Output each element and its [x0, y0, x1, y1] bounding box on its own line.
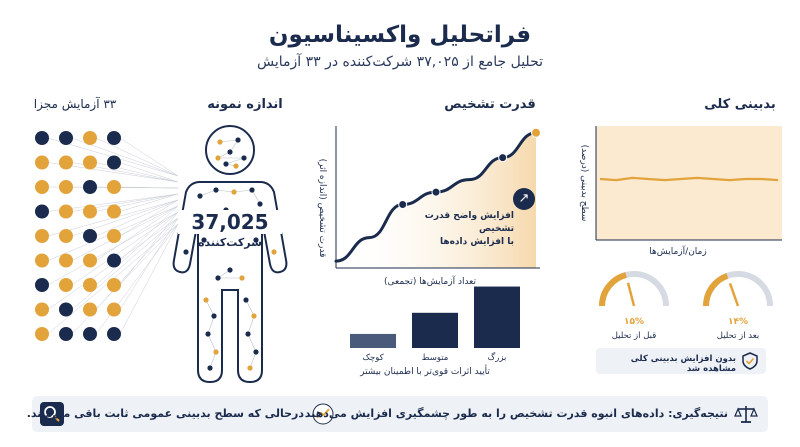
network-node — [203, 297, 208, 302]
gauge-caption: بعد از تحلیل — [716, 331, 760, 341]
network-link — [246, 300, 254, 316]
network-node — [215, 155, 220, 160]
verdict-box — [596, 348, 766, 374]
network-node — [271, 249, 276, 254]
network-node — [251, 313, 256, 318]
sample-label: شرکت‌کننده — [198, 236, 262, 249]
accuracy-point — [499, 154, 507, 162]
accuracy-point — [399, 201, 407, 209]
trial-dot — [59, 303, 73, 317]
network-node — [247, 365, 252, 370]
trial-dot — [59, 180, 73, 194]
trial-dot — [83, 205, 97, 219]
gauge-fill — [706, 276, 727, 306]
trial-dot — [59, 131, 73, 145]
network-link — [234, 190, 252, 192]
trial-dot — [107, 131, 121, 145]
arrow-up-right-icon: ↗ — [513, 188, 535, 210]
network-node — [231, 189, 236, 194]
trial-dot — [107, 327, 121, 341]
trial-dot — [35, 156, 49, 170]
conclusion-text: نتیجه‌گیری: داده‌های انبوه قدرت تشخیص را به طور چشمگیری افزایش می‌دهند — [304, 407, 728, 420]
bar — [474, 287, 520, 348]
accuracy-xlabel: تعداد آزمایش‌ها (تجمعی) — [383, 277, 477, 287]
bar-label: متوسط — [421, 353, 449, 363]
conclusion-contrast: درحالی که سطح بدبینی عمومی ثابت باقی می‌ماند. — [26, 407, 304, 420]
bar — [412, 313, 458, 348]
trial-dot — [107, 156, 121, 170]
gauge-fill — [602, 275, 626, 306]
accuracy-note-line1: افزایش واضح قدرت تشخیص — [424, 211, 514, 234]
trial-dot — [107, 229, 121, 243]
trial-dot — [59, 156, 73, 170]
trial-dot — [35, 205, 49, 219]
network-node — [207, 365, 212, 370]
trial-dot — [59, 327, 73, 341]
accuracy-chart — [300, 118, 570, 408]
trial-dot — [107, 278, 121, 292]
network-node — [213, 349, 218, 354]
network-link — [208, 316, 214, 334]
optimism-xlabel: زمان/آزمایش‌ها — [649, 247, 707, 257]
gauge-value: ۱۴% — [727, 317, 749, 327]
trial-dot — [35, 229, 49, 243]
optimism-plot-bg — [596, 126, 782, 240]
trial-dot — [35, 254, 49, 268]
gauges — [590, 266, 780, 350]
network-link — [208, 334, 216, 352]
network-node — [227, 267, 232, 272]
gauge-track — [706, 274, 770, 306]
accuracy-note-line2: با افزایش داده‌ها — [439, 237, 514, 247]
gauge-value: ۱۵% — [623, 317, 645, 327]
network-node — [257, 201, 262, 206]
bar-label: بزرگ — [487, 353, 507, 363]
trial-dot — [59, 254, 73, 268]
sample-number: 37,025 — [178, 210, 282, 234]
trial-dot — [83, 254, 97, 268]
trial-dot — [83, 278, 97, 292]
network-node — [243, 297, 248, 302]
trial-dot — [83, 229, 97, 243]
trial-dot — [35, 180, 49, 194]
bar — [350, 334, 396, 348]
network-link — [226, 158, 244, 164]
scale-balance-icon — [734, 403, 758, 425]
network-node — [215, 275, 220, 280]
gauge-needle — [628, 283, 634, 306]
accuracy-point — [532, 128, 541, 137]
accuracy-heading: قدرت تشخیص — [444, 97, 536, 112]
trial-dot — [107, 205, 121, 219]
network-node — [245, 331, 250, 336]
page-title: فراتحلیل واکسیناسیون — [268, 22, 532, 48]
trial-dot — [35, 278, 49, 292]
optimism-ylabel: سطح بدبینی (درصد) — [579, 144, 589, 222]
gauge-caption: قبل از تحلیل — [611, 331, 657, 341]
bar-label: کوچک — [362, 353, 384, 363]
network-node — [211, 313, 216, 318]
gauge-needle — [730, 283, 738, 306]
network-node — [205, 331, 210, 336]
trial-dot — [83, 303, 97, 317]
trial-dot — [83, 156, 97, 170]
optimism-chart — [560, 118, 790, 268]
page-subtitle: تحلیل جامع از ۳۷,۰۲۵ شرکت‌کننده در ۳۳ آزمایش — [256, 54, 544, 70]
network-node — [249, 187, 254, 192]
sample-figure — [160, 120, 300, 400]
network-node — [239, 275, 244, 280]
network-link — [220, 140, 238, 142]
trial-dot — [59, 205, 73, 219]
network-node — [213, 187, 218, 192]
accuracy-point — [432, 188, 440, 196]
trial-dot — [107, 180, 121, 194]
trial-dot — [107, 254, 121, 268]
network-node — [253, 349, 258, 354]
trial-dot — [83, 180, 97, 194]
trial-dot — [107, 303, 121, 317]
network-node — [217, 139, 222, 144]
network-node — [235, 137, 240, 142]
accuracy-ylabel: قدرت تشخیص (اندازه اثر) — [317, 158, 327, 258]
conclusion-bar — [26, 396, 768, 432]
optimism-heading: بدبینی کلی — [704, 97, 776, 112]
trial-dot — [83, 131, 97, 145]
trial-dot — [59, 278, 73, 292]
verdict-text: بدون افزایش بدبینی کلی مشاهده شد — [630, 354, 736, 374]
network-link — [248, 334, 256, 352]
trials-heading: ۳۳ آزمایش مجزا — [33, 97, 117, 111]
network-node — [227, 149, 232, 154]
trial-dot — [35, 327, 49, 341]
trial-dot — [59, 229, 73, 243]
trial-dot — [83, 327, 97, 341]
trial-dot — [35, 131, 49, 145]
network-node — [223, 161, 228, 166]
network-node — [241, 155, 246, 160]
sample-heading: اندازه نمونه — [207, 97, 283, 112]
network-link — [216, 190, 234, 192]
shield-check-icon — [740, 351, 760, 371]
network-node — [197, 193, 202, 198]
accuracy-note — [390, 210, 514, 249]
bars-caption: تأیید اثرات قوی‌تر با اطمینان بیشتر — [360, 367, 490, 377]
network-node — [233, 163, 238, 168]
trial-dot — [35, 303, 49, 317]
network-link — [248, 316, 254, 334]
network-node — [183, 249, 188, 254]
network-link — [206, 300, 214, 316]
